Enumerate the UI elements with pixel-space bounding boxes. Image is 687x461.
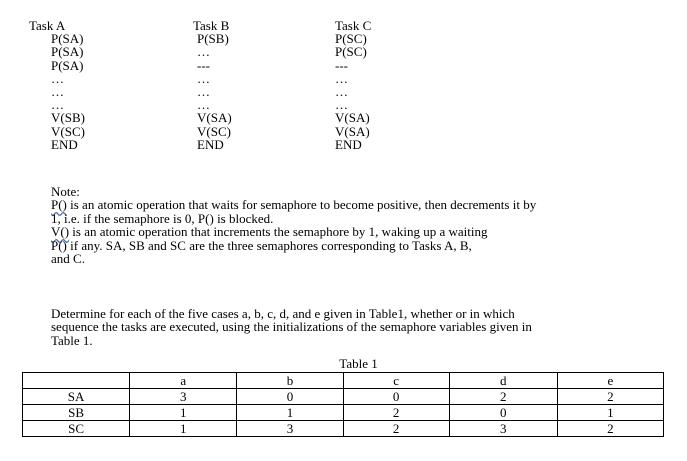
task-c-line: P(SC) [335, 44, 367, 60]
task-b-line: P(SB) [197, 31, 229, 47]
table-header-row [23, 373, 664, 389]
task-c-line: … [335, 70, 348, 86]
table-cell: 3 [449, 421, 557, 437]
table-header-cell: b [237, 373, 343, 389]
table-row [23, 389, 664, 405]
table-cell: SA [23, 389, 130, 405]
task-c-line: END [335, 136, 362, 152]
table-header-cell [23, 373, 130, 389]
table-cell: 2 [343, 421, 449, 437]
task-a-line: P(SA) [51, 31, 84, 47]
table-cell: 2 [343, 405, 449, 421]
task-a-line: V(SC) [51, 123, 85, 139]
table-cell: SB [23, 405, 130, 421]
task-a-title: Task A [29, 18, 66, 33]
note-v-definition [51, 225, 651, 238]
table-cell: 1 [557, 405, 663, 421]
table-header-cell: e [557, 373, 663, 389]
task-a-line: V(SB) [51, 110, 85, 126]
task-a-line: … [51, 83, 64, 99]
task-b-line: … [197, 97, 210, 113]
note-p-text-continued: 1, i.e. if the semaphore is 0, P() is blocked. [51, 210, 274, 226]
table-header-cell: a [130, 373, 237, 389]
table-header-cell: d [449, 373, 557, 389]
task-b-line: … [197, 44, 210, 60]
task-a-column [29, 19, 85, 151]
table-cell: 1 [130, 421, 237, 437]
task-c-line: P(SC) [335, 31, 367, 47]
task-b-title: Task B [193, 18, 230, 33]
task-c-line: V(SA) [335, 123, 370, 139]
table-cell: 3 [237, 421, 343, 437]
table-header-cell: c [343, 373, 449, 389]
task-a-line: P(SA) [51, 44, 84, 60]
question-paragraph [51, 307, 651, 347]
table-cell: 3 [130, 389, 237, 405]
question-line: Determine for each of the five cases a, b, c, d, and e given in Table1, whether or in which [51, 306, 515, 321]
task-b-line: V(SC) [197, 123, 231, 139]
note-v-text-end: and C. [51, 251, 85, 267]
table-cell: 0 [449, 405, 557, 421]
p-operation-term: P() [51, 197, 67, 213]
table-cell: SC [23, 421, 130, 437]
task-c-column [335, 19, 371, 151]
task-c-line: … [335, 83, 348, 99]
table-caption [0, 357, 687, 370]
table-row [23, 405, 664, 421]
task-c-line: … [335, 97, 348, 113]
note-v-text: is an atomic operation that increments the semaphore by 1, waking up a waiting [69, 224, 488, 240]
table-cell: 2 [557, 389, 663, 405]
task-b-line: … [197, 83, 210, 99]
table-cell: 2 [557, 421, 663, 437]
task-b-line: … [197, 70, 210, 86]
table-caption-text: Table 1 [339, 356, 378, 371]
task-a-line: END [51, 136, 78, 152]
note-p-text: is an atomic operation that waits for semaphore to become positive, then decrements it by [66, 197, 537, 213]
task-c-title: Task C [335, 18, 372, 33]
task-a-line: P(SA) [51, 57, 84, 73]
task-a-line: … [51, 70, 64, 86]
table-cell: 0 [343, 389, 449, 405]
note-heading: Note: [51, 184, 80, 199]
task-b-line: V(SA) [197, 110, 232, 126]
note-v-text-continued: P() if any. SA, SB and SC are the three semaphores corresponding to Tasks A, B, [51, 237, 472, 253]
task-b-line: --- [197, 57, 210, 73]
table-cell: 1 [237, 405, 343, 421]
question-line: sequence the tasks are executed, using the initializations of the semaphore variables given in [51, 319, 532, 335]
task-c-line: --- [335, 57, 348, 73]
table-cell: 1 [130, 405, 237, 421]
note-p-definition [51, 198, 651, 211]
table-cell: 0 [237, 389, 343, 405]
task-b-column [193, 19, 232, 151]
semaphore-table [22, 372, 664, 437]
v-operation-term: V() [51, 224, 70, 240]
table-row [23, 421, 664, 437]
task-b-line: END [197, 136, 224, 152]
note-block [51, 185, 651, 265]
table-cell: 2 [449, 389, 557, 405]
question-line: Table 1. [51, 332, 93, 348]
task-a-line: … [51, 97, 64, 113]
task-c-line: V(SA) [335, 110, 370, 126]
